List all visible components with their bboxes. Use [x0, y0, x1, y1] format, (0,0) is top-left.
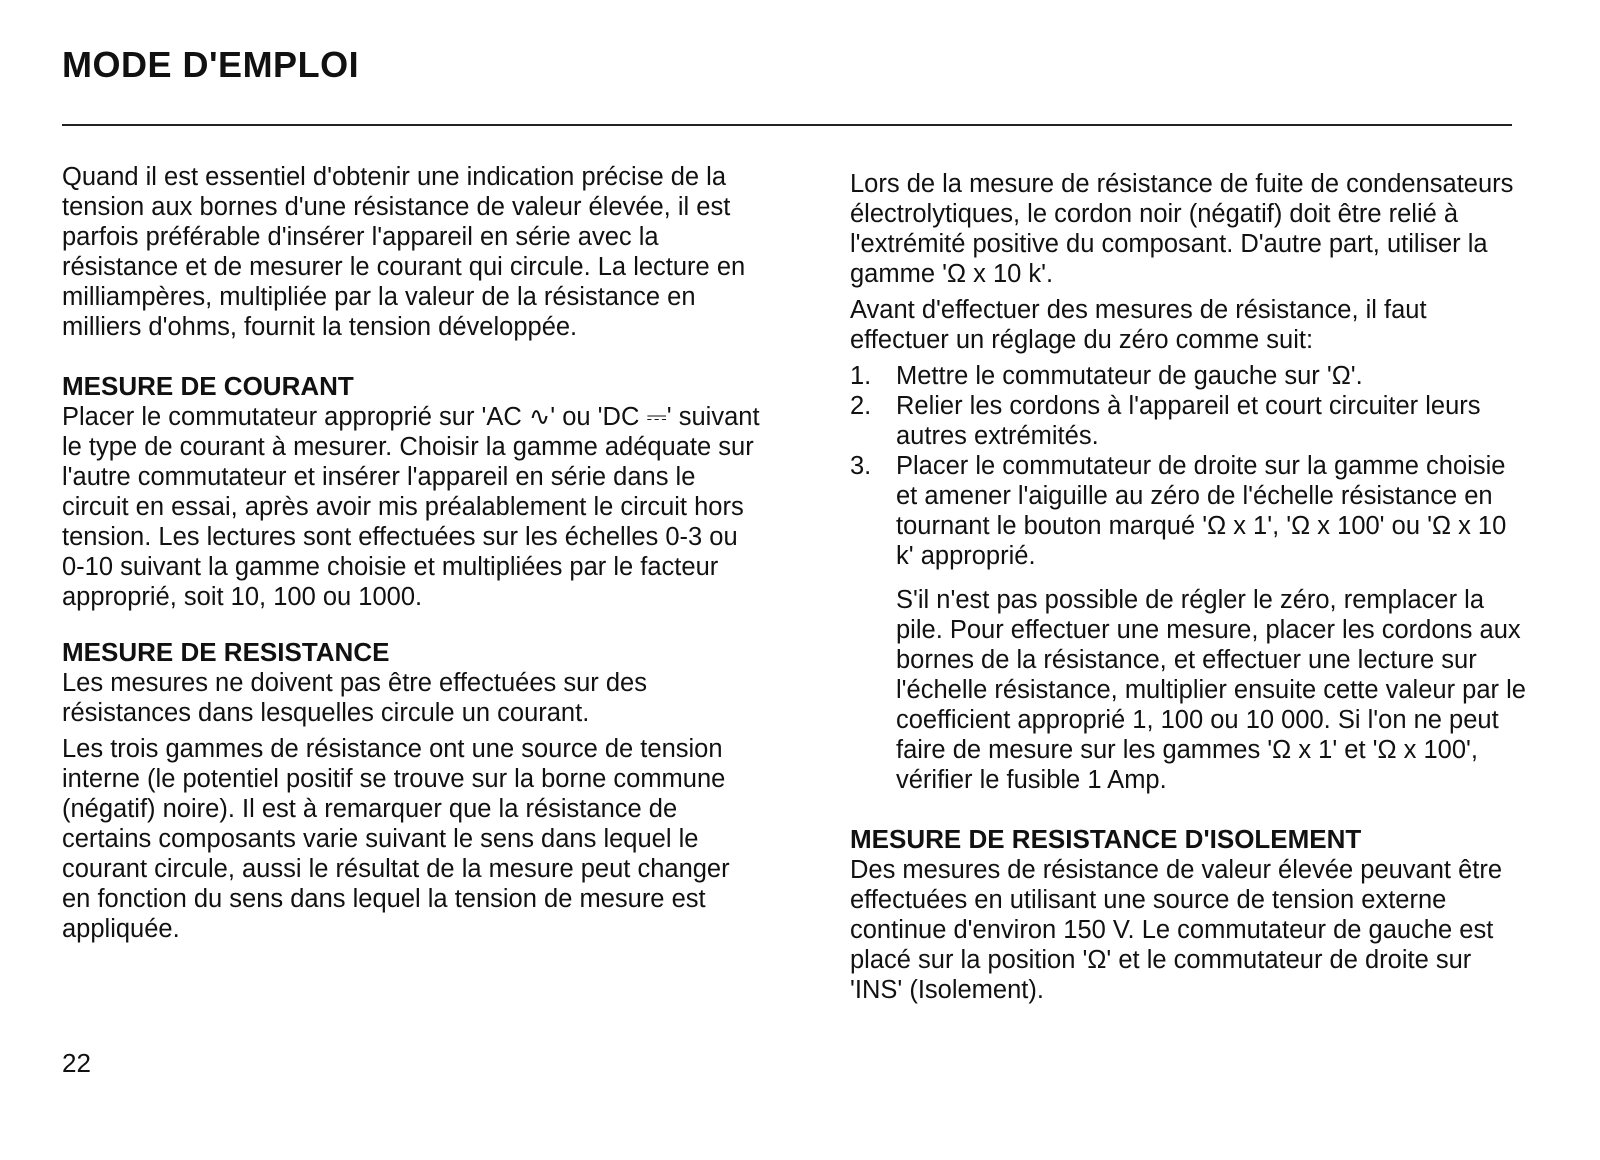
- step-text: Placer le commutateur de droite sur la gamme choisie et amener l'aiguille au zéro de l'échelle résistance en tournant le bouton marqué 'Ω x 1', 'Ω x 100' ou 'Ω x 10 k' approprié.: [896, 452, 1507, 570]
- fuite-paragraph: Lors de la mesure de résistance de fuite de condensateurs électrolytiques, le cordon noir (négatif) doit être relié à l'extrémité positive du composant. D'autre part, utiliser la gamme 'Ω x 10 k'.: [850, 170, 1514, 288]
- page-title: MODE D'EMPLOI: [62, 44, 360, 85]
- page-number: 22: [62, 1048, 91, 1078]
- step-number: 2.: [850, 392, 872, 420]
- zero-adjust-steps: [850, 361, 1530, 571]
- resistance-paragraph-2: Les trois gammes de résistance ont une source de tension interne (le potentiel positif se trouve sur la borne commune (négatif) noire). Il est à remarquer que la résistance de certains composants varie suivant le sens dans lequel le courant circule, aussi le résultat de la mesure peut changer en fonction du sens dans lequel la tension de mesure est appliquée.: [62, 735, 730, 943]
- title-divider: [62, 124, 1512, 126]
- intro-paragraph: Quand il est essentiel d'obtenir une indication précise de la tension aux bornes d'une résistance de valeur élevée, il est parfois préférable d'insérer l'appareil en série avec la résistance et de mesurer le courant qui circule. La lecture en milliampères, multipliée par la valeur de la résistance en milliers d'ohms, fournit la tension développée.: [62, 163, 746, 341]
- left-column: [62, 162, 762, 950]
- section-heading-resistance: MESURE DE RESISTANCE: [62, 637, 390, 667]
- zero-intro-paragraph: Avant d'effectuer des mesures de résistance, il faut effectuer un réglage du zéro comme suit:: [850, 296, 1427, 354]
- step-text: Relier les cordons à l'appareil et court circuiter leurs autres extrémités.: [896, 392, 1481, 450]
- step-number: 1.: [850, 362, 872, 390]
- step-text: Mettre le commutateur de gauche sur 'Ω'.: [896, 362, 1363, 390]
- isolement-paragraph: Des mesures de résistance de valeur élevée peuvant être effectuées en utilisant une source de tension externe continue d'environ 150 V. Le commutateur de gauche est placé sur la position 'Ω' et le commutateur de droite sur 'INS' (Isolement).: [850, 856, 1503, 1004]
- list-item: [850, 451, 1530, 571]
- courant-paragraph: Placer le commutateur approprié sur 'AC ∿' ou 'DC ⎓' suivant le type de courant à mesurer. Choisir la gamme adéquate sur l'autre commutateur et insérer l'appareil en série dans le circuit en essai, après avoir mis préalablement le circuit hors tension. Les lectures sont effectuées sur les échelles 0-3 ou 0-10 suivant la gamme choisie et multipliées par le facteur approprié, soit 10, 100 ou 1000.: [62, 403, 760, 611]
- right-column: [850, 169, 1530, 1011]
- step-number: 3.: [850, 452, 872, 480]
- resistance-paragraph-1: Les mesures ne doivent pas être effectuées sur des résistances dans lesquelles circule un courant.: [62, 669, 647, 727]
- section-heading-courant: MESURE DE COURANT: [62, 371, 354, 401]
- pile-note-paragraph: S'il n'est pas possible de régler le zéro, remplacer la pile. Pour effectuer une mesure, placer les cordons aux bornes de la résistance, et effectuer une lecture sur l'échelle résistance, multiplier ensuite cette valeur par le coefficient approprié 1, 100 ou 10 000. Si l'on ne peut faire de mesure sur les gammes 'Ω x 1' et 'Ω x 100', vérifier le fusible 1 Amp.: [896, 586, 1526, 794]
- list-item: [850, 391, 1530, 451]
- list-item: [850, 361, 1530, 391]
- section-heading-isolement: MESURE DE RESISTANCE D'ISOLEMENT: [850, 824, 1362, 854]
